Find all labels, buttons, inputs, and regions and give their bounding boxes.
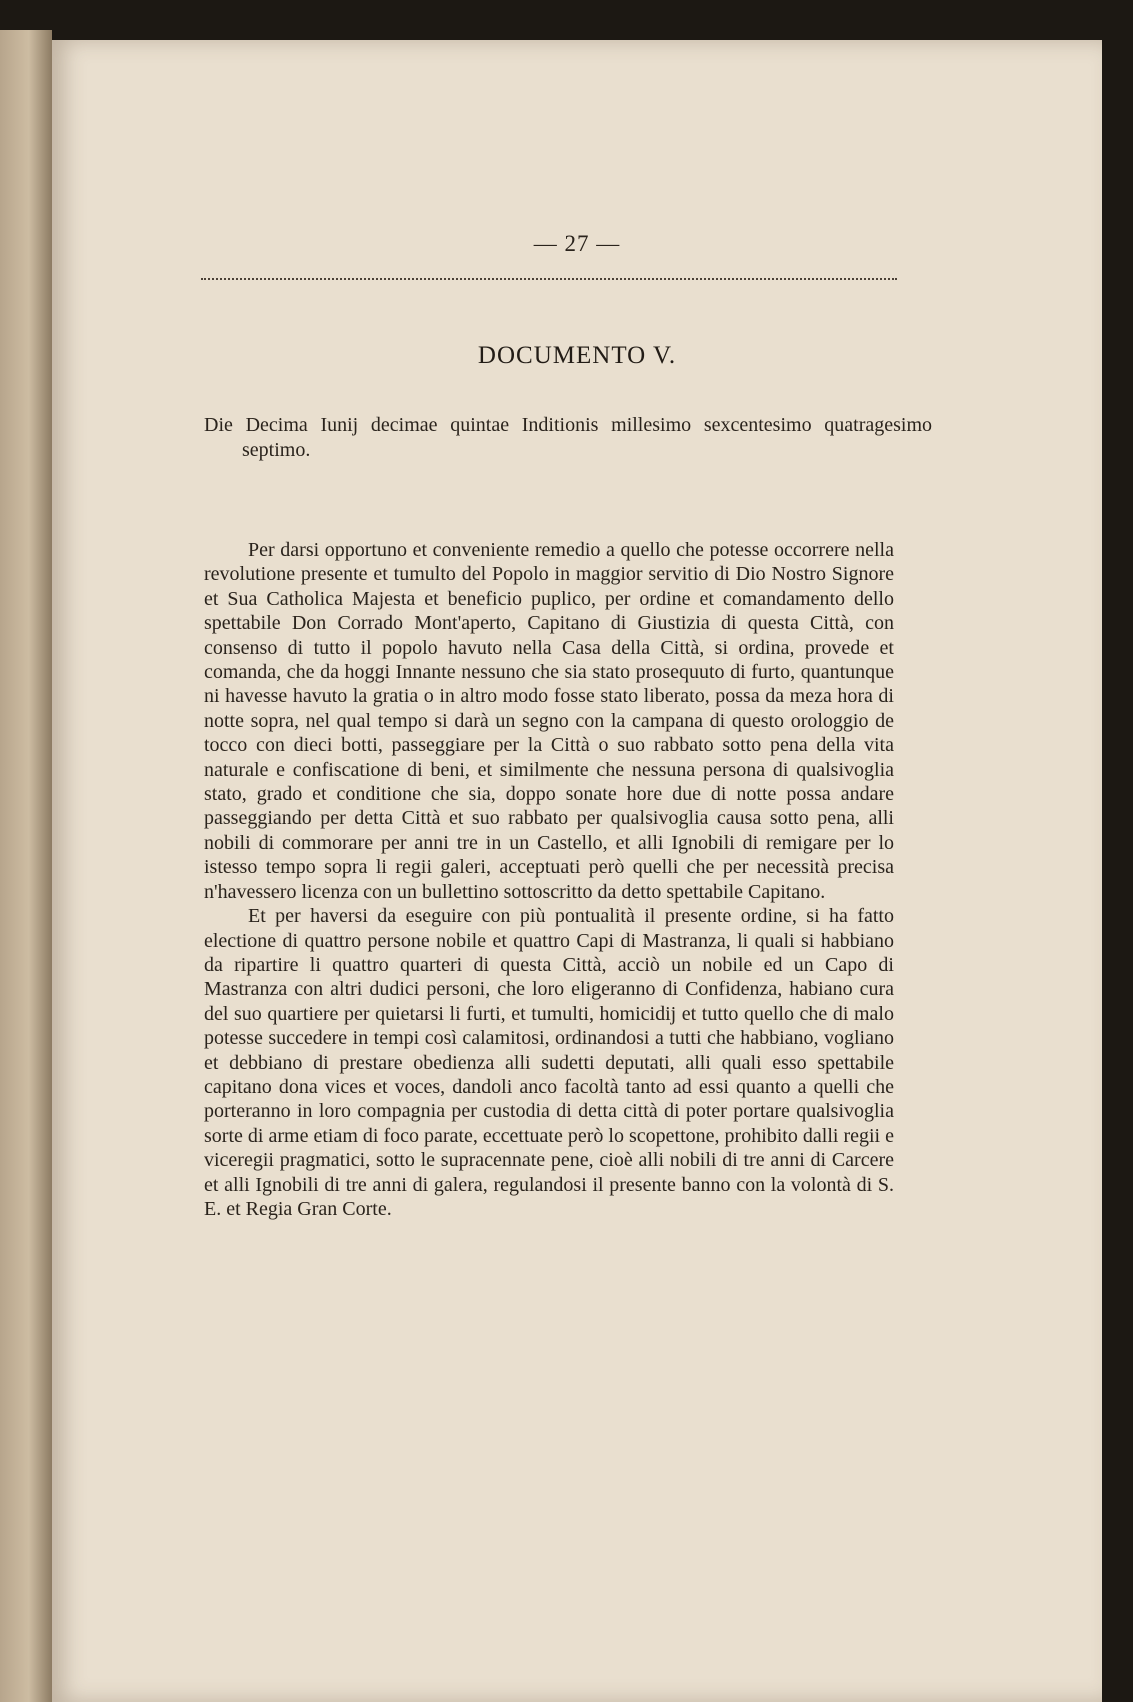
document-body	[204, 538, 894, 1221]
paragraph: Per darsi opportuno et conveniente remedio a quello che potesse occorrere nella revolutione presente et tumulto del Popolo in maggior servitio di Dio Nostro Signore et Sua Catholica Majesta et beneficio puplico, per ordine et comandamento dello spettabile Don Corrado Mont'aperto, Capitano di Giustizia di questa Città, con consenso di tutto il popolo havuto nella Casa della Città, si ordina, provede et comanda, che da hoggi Innante nessuno che sia stato prosequuto di furto, quantunque ni havesse havuto la gratia o in altro modo fosse stato liberato, possa da meza hora di notte sopra, nel qual tempo si darà un segno con la campana di questo orologgio de tocco con dieci botti, passeggiare per la Città o suo rabbato sotto pena della vita naturale e confiscatione di beni, et similmente che nessuna persona di qualsivoglia stato, grado et conditione che sia, doppo sonate hore due di notte possa andare passeggiando per detta Città et suo rabbato per qualsivoglia causa sotto pena, alli nobili di commorare per anni tre in un Castello, et alli Ignobili di remigare per lo istesso tempo sopra li regii galeri, acceptuati però quelli che per necessità precisa n'havessero licenza con un bullettino sottoscritto da detto spettabile Capitano.	[204, 539, 894, 903]
book-page	[52, 40, 1102, 1702]
header-rule	[201, 278, 897, 280]
page-number: — 27 —	[533, 231, 621, 256]
document-heading: Die Decima Iunij decimae quintae Inditionis millesimo sexcentesimo quatragesimo septimo.	[204, 414, 932, 461]
paragraph: Et per haversi da eseguire con più pontualità il presente ordine, si ha fatto electione di quattro persone nobile et quattro Capi di Mastranza, li quali si habbiano da ripartire li quattro quarteri di questa Città, acciò un nobile ed un Capo di Mastranza con altri dudici personi, che loro eligeranno di Confidenza, habiano cura del suo quartiere per quietarsi li furti, et tumulti, homicidij et tutto quello che di malo potesse succedere in tempi così calamitosi, ordinandosi a tutti che habbiano, vogliano et debbiano di prestare obedienza alli sudetti deputati, alli quali esso spettabile capitano dona vices et voces, dandoli anco facoltà tanto ad essi quanto a quelli che porteranno in loro compagnia per custodia di detta città di poter portare qualsivoglia sorte di arme etiam di foco parate, eccettuate però lo scopettone, prohibito dalli regii e viceregii pragmatici, sotto le supracennate pene, cioè alli nobili di tre anni di Carcere et alli Ignobili di tre anni di galera, regulandosi il presente banno con la volontà di S. E. et Regia Gran Corte.	[204, 905, 894, 1220]
document-title: DOCUMENTO V.	[477, 342, 677, 369]
left-page-edge	[0, 30, 52, 1702]
